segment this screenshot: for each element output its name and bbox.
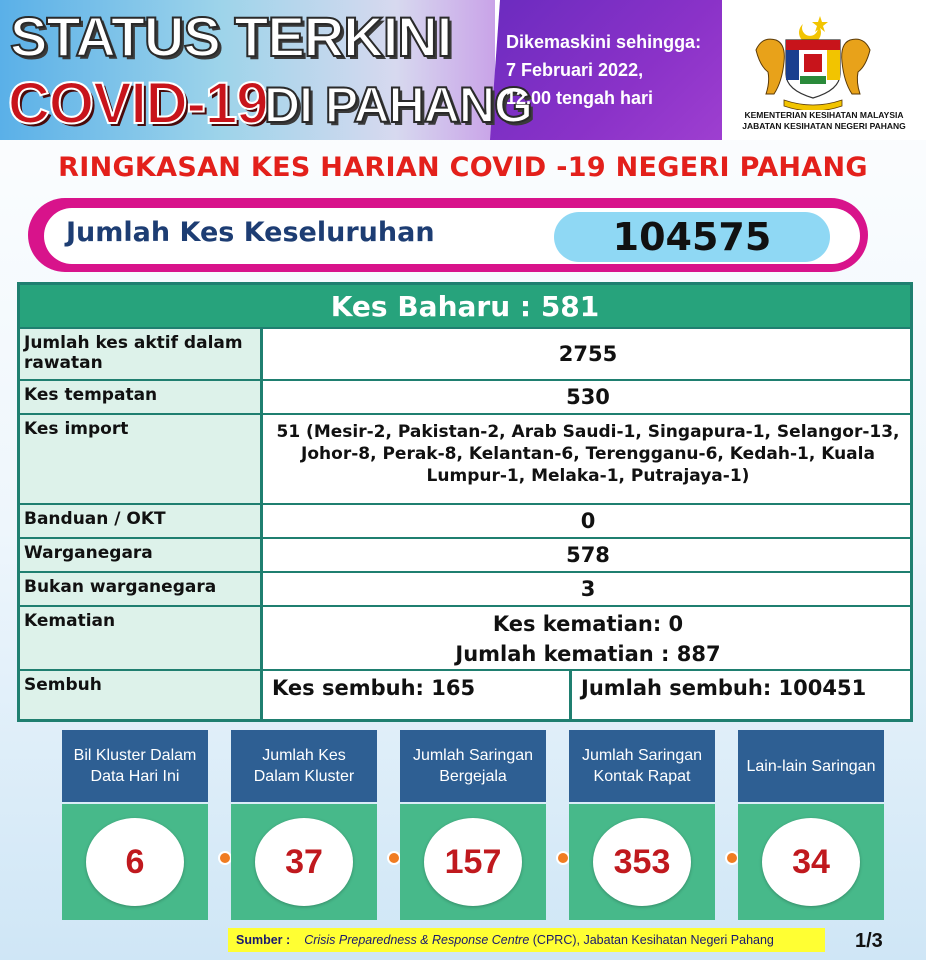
- row-label: Kematian: [20, 607, 263, 669]
- table-row-local: [20, 381, 910, 415]
- daily-cases-table: [17, 282, 913, 722]
- table-row-inmates: [20, 505, 910, 539]
- ministry-line-1: KEMENTERIAN KESIHATAN MALAYSIA: [744, 110, 904, 120]
- stat-card-cluster-cases: [231, 730, 377, 920]
- row-label: Kes tempatan: [20, 381, 263, 413]
- title-place: DI PAHANG: [264, 77, 532, 133]
- stat-card-symptomatic-screening: [400, 730, 546, 920]
- source-label: Sumber :: [236, 933, 291, 947]
- deaths-total: Jumlah kematian : 887: [455, 642, 721, 666]
- update-timestamp: [506, 28, 716, 112]
- card-body: [569, 804, 715, 920]
- card-body: [738, 804, 884, 920]
- card-body: [62, 804, 208, 920]
- source-note: [228, 928, 825, 952]
- new-cases-header: Kes Baharu : 581: [20, 285, 910, 329]
- row-value: [266, 607, 910, 669]
- row-value: 2755: [558, 342, 618, 366]
- page-number: 1/3: [855, 930, 883, 952]
- update-line-1: Dikemaskini sehingga:: [506, 32, 702, 52]
- table-row-noncitizens: [20, 573, 910, 607]
- summary-heading: RINGKASAN KES HARIAN COVID -19 NEGERI PAHANG: [58, 152, 868, 183]
- ministry-name: [724, 110, 924, 132]
- table-row-recovered: [20, 671, 910, 719]
- row-value: 3: [580, 577, 596, 601]
- row-value: 0: [580, 509, 596, 533]
- ministry-line-2: JABATAN KESIHATAN NEGERI PAHANG: [742, 121, 906, 131]
- card-value: 37: [255, 818, 353, 906]
- row-label: Jumlah kes aktif dalam rawatan: [20, 329, 263, 379]
- total-cases-label: Jumlah Kes Keseluruhan: [66, 217, 435, 248]
- source-organization: Crisis Preparedness & Response Centre: [304, 933, 530, 947]
- row-value: 578: [566, 543, 610, 567]
- card-label: Lain-lain Saringan: [738, 730, 884, 802]
- row-label: Kes import: [20, 415, 263, 503]
- table-row-active: [20, 329, 910, 381]
- card-body: [231, 804, 377, 920]
- stat-card-other-screening: [738, 730, 884, 920]
- update-line-2: 7 Februari 2022,: [506, 60, 644, 80]
- card-label: Bil Kluster Dalam Data Hari Ini: [62, 730, 208, 802]
- row-label: Banduan / OKT: [20, 505, 263, 537]
- header-banner: [0, 0, 926, 140]
- table-row-deaths: [20, 607, 910, 671]
- title-status-terkini: STATUS TERKINI: [10, 5, 452, 68]
- row-label: Warganegara: [20, 539, 263, 571]
- card-label: Jumlah Saringan Kontak Rapat: [569, 730, 715, 802]
- row-label: Sembuh: [20, 671, 263, 719]
- card-label: Jumlah Saringan Bergejala: [400, 730, 546, 802]
- card-body: [400, 804, 546, 920]
- row-label: Bukan warganegara: [20, 573, 263, 605]
- card-value: 353: [593, 818, 691, 906]
- source-department: (CPRC), Jabatan Kesihatan Negeri Pahang: [529, 933, 774, 947]
- deaths-today: Kes kematian: 0: [492, 612, 684, 636]
- table-row-import: [20, 415, 910, 505]
- table-row-citizens: [20, 539, 910, 573]
- update-line-3: 12.00 tengah hari: [506, 88, 654, 108]
- card-value: 157: [424, 818, 522, 906]
- row-value: 530: [566, 385, 610, 409]
- card-value: 6: [86, 818, 184, 906]
- card-label: Jumlah Kes Dalam Kluster: [231, 730, 377, 802]
- total-cases-value: 104575: [554, 212, 830, 262]
- card-value: 34: [762, 818, 860, 906]
- recovered-today: Kes sembuh: 165: [266, 671, 572, 719]
- row-value: 51 (Mesir-2, Pakistan-2, Arab Saudi-1, Singapura-1, Selangor-13, Johor-8, Perak-8, Kelantan-6, Terengganu-6, Kedah-1, Kuala Lumpur-1, Melaka-1, Putrajaya-1): [276, 422, 900, 486]
- stat-card-clusters: [62, 730, 208, 920]
- recovered-total: Jumlah sembuh: 100451: [581, 676, 867, 700]
- title-covid: COVID-19: [8, 71, 268, 136]
- stat-card-close-contact-screening: [569, 730, 715, 920]
- coat-of-arms-icon: [748, 10, 878, 110]
